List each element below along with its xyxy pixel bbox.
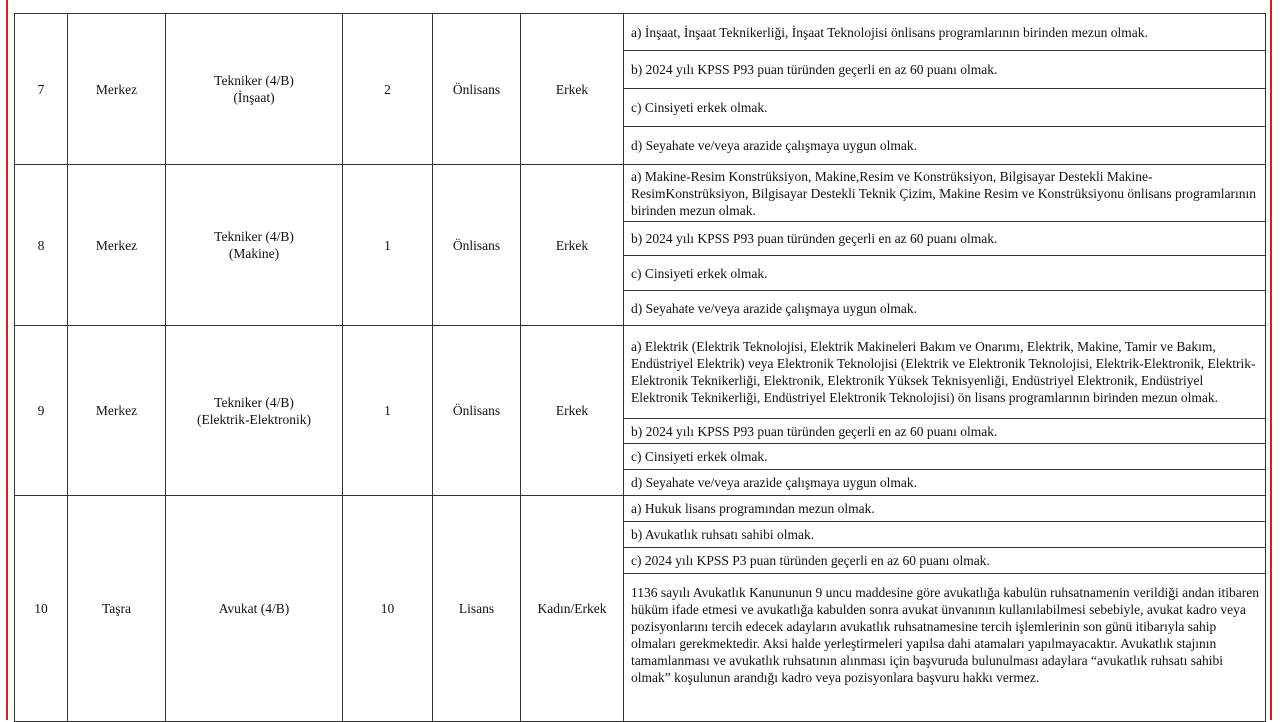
table-row xyxy=(15,14,1266,51)
position-title: Tekniker (4/B) xyxy=(214,394,294,410)
condition-cell: a) İnşaat, İnşaat Teknikerliği, İnşaat Teknolojisi önlisans programlarının birinden mezun olmak. xyxy=(624,14,1266,51)
table-row xyxy=(15,326,1266,419)
condition-cell: c) Cinsiyeti erkek olmak. xyxy=(624,444,1266,470)
condition-cell: b) 2024 yılı KPSS P93 puan türünden geçerli en az 60 puanı olmak. xyxy=(624,222,1266,256)
education-cell: Önlisans xyxy=(433,14,521,165)
condition-cell: a) Makine-Resim Konstrüksiyon, Makine,Resim ve Konstrüksiyon, Bilgisayar Destekli Makine-ResimKonstrüksiyon, Bilgisayar Destekli Teknik Çizim, Makine Resim ve Konstrüksiyonu önlisans programlarının birinden mezun olmak. xyxy=(624,165,1266,222)
condition-cell: d) Seyahate ve/veya arazide çalışmaya uygun olmak. xyxy=(624,291,1266,326)
unit-cell: Merkez xyxy=(68,14,166,165)
row-number: 9 xyxy=(15,326,68,496)
education-cell: Önlisans xyxy=(433,165,521,326)
condition-cell: c) Cinsiyeti erkek olmak. xyxy=(624,89,1266,127)
quota-cell: 1 xyxy=(343,165,433,326)
condition-cell: b) 2024 yılı KPSS P93 puan türünden geçerli en az 60 puanı olmak. xyxy=(624,51,1266,89)
condition-cell: a) Elektrik (Elektrik Teknolojisi, Elektrik Makineleri Bakım ve Onarımı, Elektrik, Makine, Tamir ve Bakım, Endüstriyel Elektrik) veya Elektronik Teknolojisi (Elektrik ve Elektronik Teknolojisi, Elektrik-Elektronik, Elektrik-Elektronik Teknikerliği, Elektronik, Elektronik Yüksek Teknisyenliği, Endüstriyel Elektronik, Endüstriyel Elektronik Teknikerliği, Endüstriyel Elektronik Teknolojisi) ön lisans programlarının birinden mezun olmak. xyxy=(624,326,1266,419)
gender-cell: Erkek xyxy=(521,165,624,326)
condition-cell: d) Seyahate ve/veya arazide çalışmaya uygun olmak. xyxy=(624,127,1266,165)
position-title-cell xyxy=(166,326,343,496)
position-title: Tekniker (4/B) xyxy=(214,73,294,88)
table-row xyxy=(15,496,1266,522)
quota-cell: 2 xyxy=(343,14,433,165)
position-requirements-table xyxy=(14,13,1266,722)
gender-cell: Erkek xyxy=(521,14,624,165)
position-title: Tekniker (4/B) xyxy=(214,229,294,244)
position-subtitle: (İnşaat) xyxy=(233,90,275,105)
education-cell: Önlisans xyxy=(433,326,521,496)
row-number: 10 xyxy=(15,496,68,722)
position-subtitle: (Makine) xyxy=(228,246,280,261)
unit-cell: Merkez xyxy=(68,326,166,496)
condition-cell: c) 2024 yılı KPSS P3 puan türünden geçerli en az 60 puanı olmak. xyxy=(624,548,1266,574)
condition-cell: b) 2024 yılı KPSS P93 puan türünden geçerli en az 60 puanı olmak. xyxy=(624,419,1266,444)
position-title-cell xyxy=(166,14,343,165)
quota-cell: 1 xyxy=(343,326,433,496)
education-cell: Lisans xyxy=(433,496,521,722)
condition-cell: d) Seyahate ve/veya arazide çalışmaya uygun olmak. xyxy=(624,470,1266,496)
condition-cell: c) Cinsiyeti erkek olmak. xyxy=(624,256,1266,291)
table-row xyxy=(15,165,1266,222)
condition-cell: a) Hukuk lisans programından mezun olmak. xyxy=(624,496,1266,522)
position-title: Avukat (4/B) xyxy=(218,601,290,616)
position-subtitle: (Elektrik-Elektronik) xyxy=(197,411,311,427)
position-title-cell xyxy=(166,165,343,326)
gender-cell: Kadın/Erkek xyxy=(521,496,624,722)
condition-cell: b) Avukatlık ruhsatı sahibi olmak. xyxy=(624,522,1266,548)
avukat-note-cell: 1136 sayılı Avukatlık Kanununun 9 uncu maddesine göre avukatlığa kabulün ruhsatnamenin verildiği andan itibaren hüküm ifade etmesi ve avukatlığa kabulden sonra avukat ünvanının kullanılabilmesi sebebiyle, avukat kadro veya pozisyonlarını tercih edecek adayların avukatlık ruhsatnamesine tercih işlemlerinin son günü itibarıyla sahip olmaları gerekmektedir. Aksi halde yerleştirmeleri yapılsa dahi atamaları yapılmayacaktır. Avukatlık stajının tamamlanması ve avukatlık ruhsatının alınması için başvuruda bulunulması adaylara “avukatlık ruhsatı sahibi olmak” koşulunun arandığı kadro veya pozisyonlara başvuru hakkı vermez. xyxy=(624,574,1266,722)
gender-cell: Erkek xyxy=(521,326,624,496)
row-number: 8 xyxy=(15,165,68,326)
quota-cell: 10 xyxy=(343,496,433,722)
row-number: 7 xyxy=(15,14,68,165)
position-title-cell xyxy=(166,496,343,722)
unit-cell: Taşra xyxy=(68,496,166,722)
unit-cell: Merkez xyxy=(68,165,166,326)
